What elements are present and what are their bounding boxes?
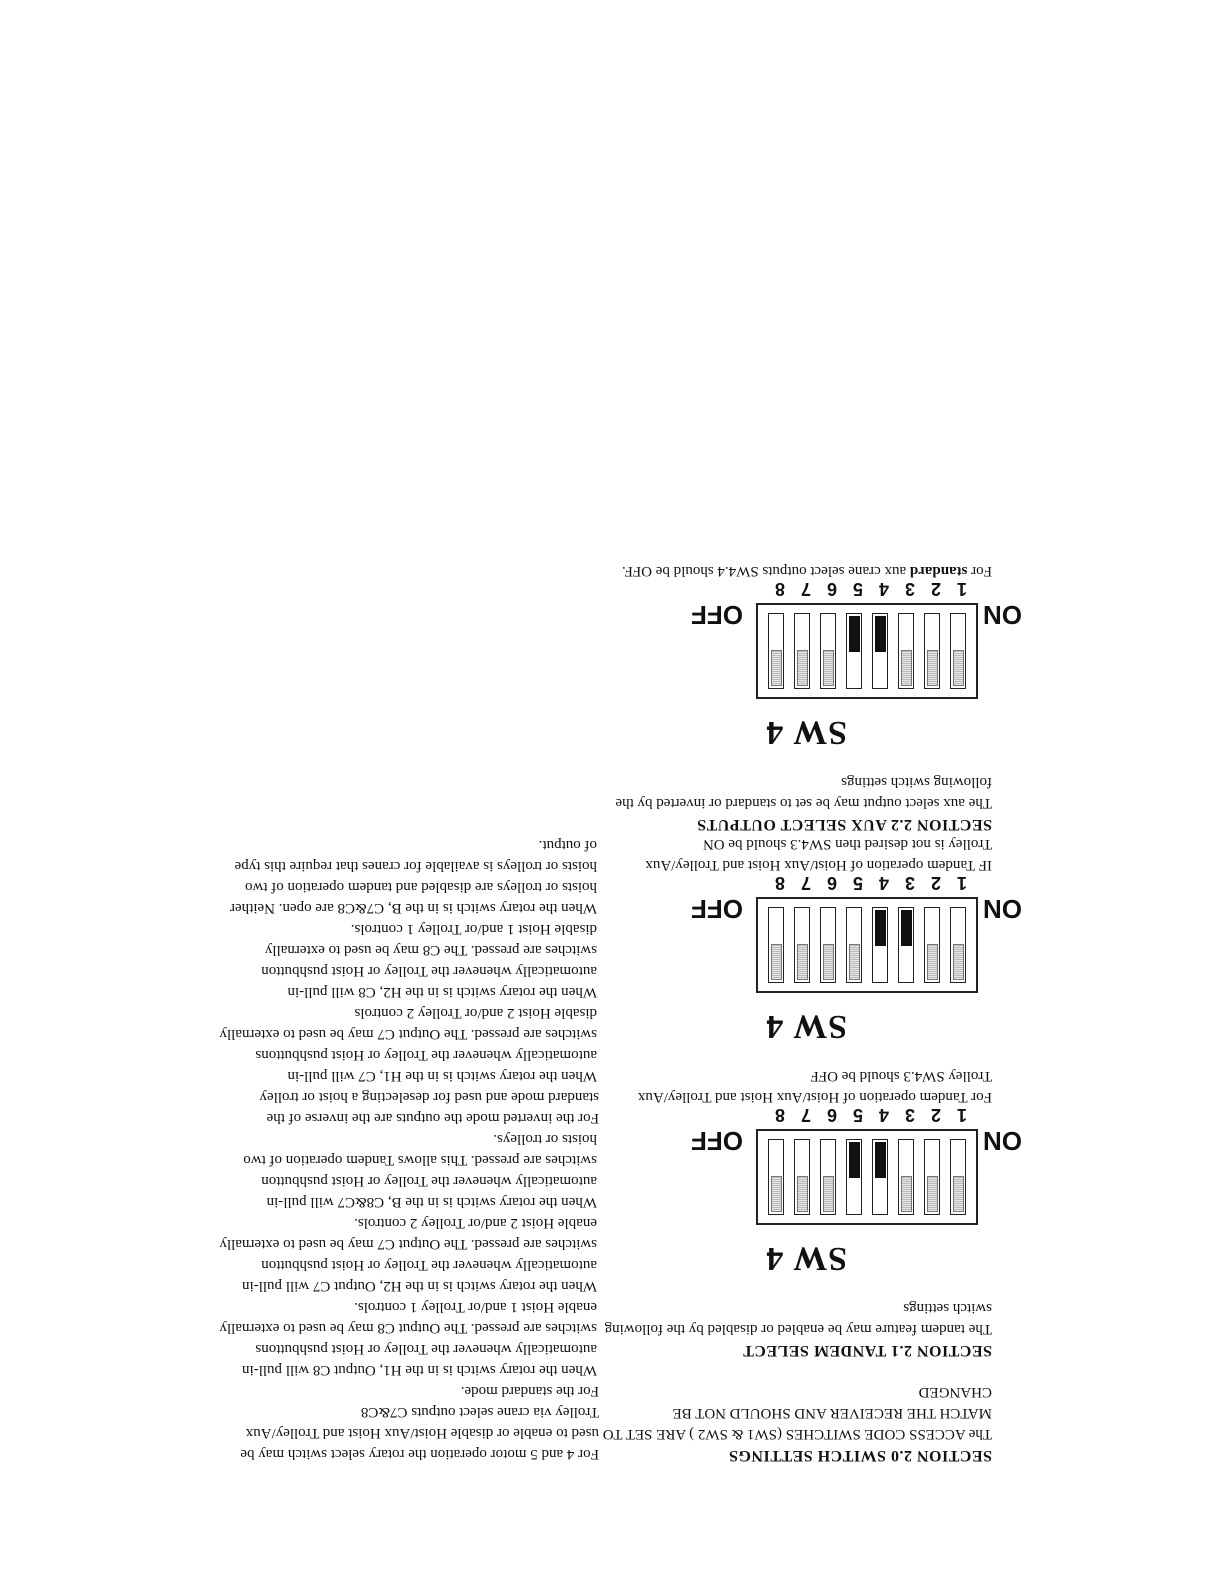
switch-number: 1 bbox=[957, 1105, 968, 1125]
dip-switch-housing bbox=[691, 600, 1022, 699]
switch-number: 7 bbox=[801, 579, 812, 599]
switch-number: 8 bbox=[775, 1105, 786, 1125]
dip-switch-lever bbox=[953, 1176, 964, 1212]
switch-number: 4 bbox=[879, 579, 890, 599]
sw4-title: SW 4 bbox=[765, 1240, 847, 1277]
switch-number: 3 bbox=[905, 579, 916, 599]
switch-number: 1 bbox=[957, 873, 968, 893]
standard-h1-paragraph: When the rotary switch is in the H1, Output C8 will pull-in automatically whenever the Trolley or Hoist pushbuttons switches are pressed. The Output C8 may be used to externally enable Hoist 1 and/or Trolley 1 controls. bbox=[219, 1299, 597, 1378]
dip-switch-5 bbox=[846, 907, 862, 983]
dip-switch-housing bbox=[691, 1126, 1022, 1225]
dip-switch-lever bbox=[953, 650, 964, 686]
section-2-0-body: The ACCESS CODE SWITCHES (SW1 & SW2 ) ARE SET TO MATCH THE RECEIVER AND SHOULD NOT BE CHANGED bbox=[602, 1384, 992, 1442]
switch-number: 5 bbox=[853, 873, 864, 893]
dip-switch-6 bbox=[820, 613, 836, 689]
dip-switch-lever bbox=[797, 650, 808, 686]
switch-number: 1 bbox=[957, 579, 968, 599]
sw4-diagram-tandem-on bbox=[602, 873, 1022, 1053]
dip-switch-4 bbox=[872, 1139, 888, 1215]
aux-note-bold: standard bbox=[909, 563, 968, 579]
dip-switch-lever bbox=[849, 1142, 860, 1178]
sw4-title: SW 4 bbox=[765, 1008, 847, 1045]
left-column bbox=[602, 560, 1022, 1464]
dip-switch-3 bbox=[898, 907, 914, 983]
section-2-2-body: The aux select output may be set to standard or inverted by the following switch settings bbox=[615, 774, 992, 811]
dip-switch-lever bbox=[849, 616, 860, 652]
section-2-1 bbox=[602, 1297, 992, 1359]
dip-switch-lever bbox=[927, 650, 938, 686]
dip-switch-8 bbox=[768, 1139, 784, 1215]
switch-number: 2 bbox=[931, 873, 942, 893]
dip-switch-2 bbox=[924, 907, 940, 983]
section-2-0 bbox=[602, 1381, 992, 1464]
dip-switch-lever bbox=[901, 650, 912, 686]
tandem-off-note: For Tandem operation of Hoist/Aux Hoist and Trolley/Aux Trolley SW4.3 should be OFF bbox=[637, 1068, 992, 1105]
dip-switch-lever bbox=[901, 1176, 912, 1212]
dip-switch-8 bbox=[768, 907, 784, 983]
dip-switch-lever bbox=[901, 910, 912, 946]
off-label: OFF bbox=[691, 894, 743, 924]
off-label: OFF bbox=[691, 600, 743, 630]
switch-number: 3 bbox=[905, 1105, 916, 1125]
dip-switch-4 bbox=[872, 907, 888, 983]
dip-switch-lever bbox=[927, 944, 938, 980]
dip-switch-housing bbox=[691, 894, 1022, 993]
switch-number: 2 bbox=[931, 1105, 942, 1125]
dip-switch-lever bbox=[823, 1176, 834, 1212]
switch-number: 8 bbox=[775, 579, 786, 599]
dip-switch-lever bbox=[771, 1176, 782, 1212]
inverted-h1-paragraph: When the rotary switch is in the H1, C7 will pull-in automatically whenever the Trolley or Hoist pushbuttons switches are pressed. The Output C7 may be used to externally disable Hoist 2 and/or Trolley 2 controls bbox=[219, 1005, 597, 1084]
dip-switch-lever bbox=[771, 944, 782, 980]
dip-switch-1 bbox=[950, 613, 966, 689]
dip-switch-1 bbox=[950, 907, 966, 983]
dip-switch-lever bbox=[875, 910, 886, 946]
dip-switch-8 bbox=[768, 613, 784, 689]
section-2-1-title: SECTION 2.1 TANDEM SELECT bbox=[742, 1342, 992, 1359]
dip-switch-6 bbox=[820, 1139, 836, 1215]
dip-switch-6 bbox=[820, 907, 836, 983]
sw4-diagram-aux-standard bbox=[602, 579, 1022, 759]
switch-number: 4 bbox=[879, 1105, 890, 1125]
section-2-2-title: SECTION 2.2 AUX SELECT OUTPUTS bbox=[696, 816, 992, 833]
switch-number: 7 bbox=[801, 873, 812, 893]
dip-switch-2 bbox=[924, 1139, 940, 1215]
switch-number: 7 bbox=[801, 1105, 812, 1125]
inverted-h2-paragraph: When the rotary switch is in the H2, C8 will pull-in automatically whenever the Trolley or Hoist pushbutton switches are pressed. The C8 may be used to externally disable Hoist 1 and/or Trolley 1 controls. bbox=[261, 921, 597, 1000]
dip-switch-lever bbox=[771, 650, 782, 686]
right-column bbox=[219, 834, 599, 1464]
standard-h2-paragraph: When the rotary switch is in the H2, Output C7 will pull-in automatically whenever the Trolley or Hoist pushbutton switches are pressed. The Output C7 may be used to externally enable Hoist 2 and/or Trolley 2 controls. bbox=[219, 1215, 597, 1294]
inverted-b-paragraph: When the rotary switch is in the B, C7&C8 are open. Neither hoists or trolleys are disabled and tandem operation of two hoists or trolleys is available for cranes that require this type of output. bbox=[230, 837, 597, 916]
on-label: ON bbox=[983, 1126, 1022, 1156]
off-label: OFF bbox=[691, 1126, 743, 1156]
inverted-mode-paragraph: For the inverted mode the outputs are the inverse of the standard mode and used for deselecting a hoist or trolley bbox=[259, 1089, 599, 1126]
dip-switch-2 bbox=[924, 613, 940, 689]
dip-switch-lever bbox=[823, 650, 834, 686]
switch-number: 6 bbox=[827, 579, 838, 599]
dip-switch-4 bbox=[872, 613, 888, 689]
switch-number: 4 bbox=[879, 873, 890, 893]
dip-switch-lever bbox=[875, 1142, 886, 1178]
section-2-2 bbox=[602, 771, 992, 833]
switch-number: 5 bbox=[853, 579, 864, 599]
sw4-diagram-tandem-off bbox=[602, 1105, 1022, 1285]
dip-switch-5 bbox=[846, 613, 862, 689]
tandem-on-note: IF Tandem operation of Hoist/Aux Hoist and Trolley/Aux Trolley is not desired then SW4.3 should be ON bbox=[645, 836, 992, 873]
on-label: ON bbox=[983, 894, 1022, 924]
dip-switch-7 bbox=[794, 1139, 810, 1215]
dip-switch-lever bbox=[849, 944, 860, 980]
standard-mode-heading: For the standard mode. bbox=[460, 1383, 599, 1399]
switch-number: 5 bbox=[853, 1105, 864, 1125]
dip-switch-lever bbox=[927, 1176, 938, 1212]
dip-switch-lever bbox=[953, 944, 964, 980]
dip-switch-1 bbox=[950, 1139, 966, 1215]
dip-switch-5 bbox=[846, 1139, 862, 1215]
dip-switch-lever bbox=[823, 944, 834, 980]
switch-number: 8 bbox=[775, 873, 786, 893]
dip-switch-3 bbox=[898, 1139, 914, 1215]
switch-number: 6 bbox=[827, 873, 838, 893]
dip-switch-lever bbox=[875, 616, 886, 652]
section-2-1-body: The tandem feature may be enabled or disabled by the following switch settings bbox=[604, 1300, 992, 1337]
on-label: ON bbox=[983, 600, 1022, 630]
dip-switch-3 bbox=[898, 613, 914, 689]
switch-number: 2 bbox=[931, 579, 942, 599]
aux-note-post: aux crane select outputs SW4.4 should be OFF. bbox=[621, 563, 907, 579]
dip-switch-lever bbox=[797, 1176, 808, 1212]
section-2-0-title: SECTION 2.0 SWITCH SETTINGS bbox=[728, 1447, 992, 1464]
switch-number: 3 bbox=[905, 873, 916, 893]
dip-switch-7 bbox=[794, 613, 810, 689]
standard-b-paragraph: When the rotary switch is in the B, C8&C7 will pull-in automatically whenever the Trolley or Hoist pushbutton switches are pressed. This allows Tandem operation of two hoists or trolleys. bbox=[243, 1131, 597, 1210]
dip-switch-lever bbox=[797, 944, 808, 980]
aux-note-pre: For bbox=[971, 563, 992, 579]
switch-number: 6 bbox=[827, 1105, 838, 1125]
rotary-intro: For 4 and 5 motor operation the rotary select switch may be used to enable or disable Hoist/Aux Hoist and Trolley/Aux Trolley via crane select outputs C7&C8 bbox=[240, 1404, 599, 1462]
dip-switch-7 bbox=[794, 907, 810, 983]
sw4-title: SW 4 bbox=[765, 714, 847, 751]
